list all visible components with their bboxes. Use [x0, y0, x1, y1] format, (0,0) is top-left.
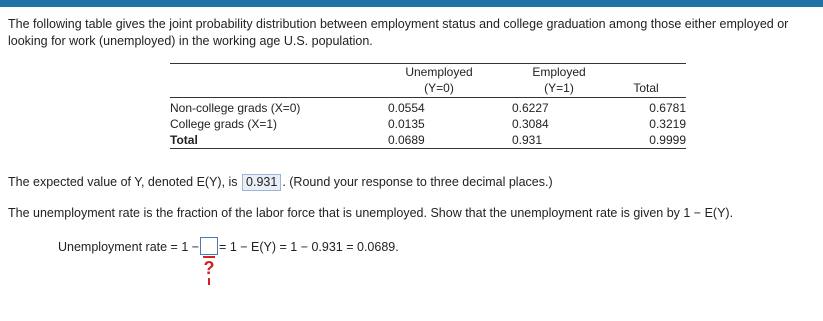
top-accent-bar: [0, 0, 823, 7]
hint-question-icon[interactable]: [202, 256, 216, 285]
unemployment-rate-equation: [58, 237, 399, 255]
row-label: Total: [170, 132, 360, 149]
table-cell: 0.6227: [512, 101, 549, 115]
hint-dash: [208, 278, 210, 285]
equation-rhs: = 1 − E(Y) = 1 − 0.931 = 0.0689.: [219, 240, 399, 254]
col-header-employed: Employed (Y=1): [490, 64, 606, 98]
table-row: [170, 116, 686, 132]
expected-value-prefix: The expected value of Y, denoted E(Y), is: [8, 175, 238, 189]
table-cell: 0.3219: [649, 117, 686, 131]
table-cell: 0.9999: [606, 132, 686, 149]
question-intro: The following table gives the joint probability distribution between employment status and college graduation among those either employed or looking for work (unemployed) in the working age U.S. population.: [8, 17, 789, 48]
answer-blank-input[interactable]: [200, 237, 218, 255]
table-cell: 0.0554: [388, 101, 425, 115]
col-header-unemployed: Unemployed (Y=0): [360, 64, 490, 98]
row-label: College grads (X=1): [170, 117, 278, 131]
equation-lhs: Unemployment rate = 1 −: [58, 240, 200, 254]
unemployment-rate-instruction: The unemployment rate is the fraction of the labor force that is unemployed. Show that the unemployment rate is given by 1 − E(Y).: [8, 206, 734, 220]
expected-value-answer[interactable]: 0.931: [242, 174, 281, 191]
row-label: Non-college grads (X=0): [170, 101, 301, 115]
hint-symbol: ?: [203, 258, 215, 278]
expected-value-suffix: . (Round your response to three decimal places.): [282, 175, 553, 189]
table-cell: 0.931: [490, 132, 606, 149]
joint-probability-table: [170, 63, 686, 149]
table-cell: 0.0135: [388, 117, 425, 131]
table-corner: [170, 64, 360, 98]
table-cell: 0.3084: [512, 117, 549, 131]
table-cell: 0.6781: [649, 101, 686, 115]
table-row: [170, 98, 686, 117]
col-header-total: Total: [606, 64, 686, 98]
expected-value-statement: [8, 174, 553, 191]
table-cell: 0.0689: [360, 132, 490, 149]
table-row-total: [170, 132, 686, 149]
